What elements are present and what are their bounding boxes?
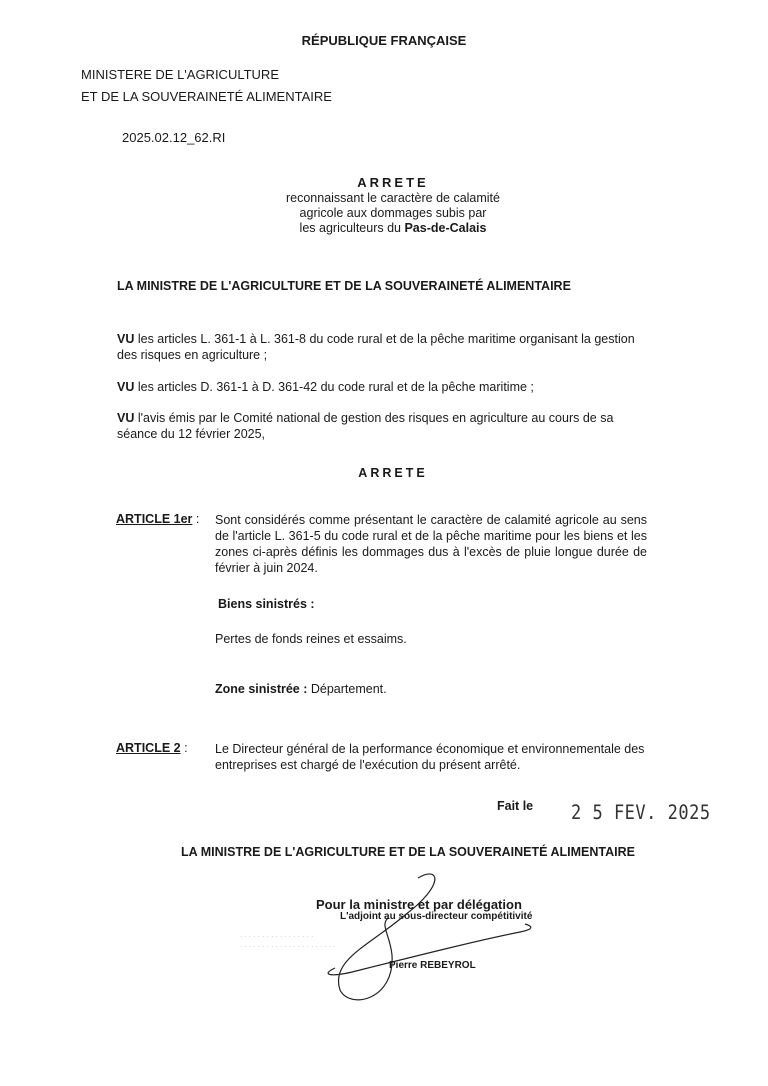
article-1-label-text: ARTICLE 1er bbox=[116, 512, 193, 526]
signatory-name: Pierre REBEYROL bbox=[389, 960, 476, 971]
subtitle-line-2: agricole aux dommages subis par bbox=[299, 206, 487, 220]
zone-label: Zone sinistrée : bbox=[215, 682, 308, 696]
republic-header: RÉPUBLIQUE FRANÇAISE bbox=[301, 33, 467, 48]
visa-3 bbox=[117, 410, 647, 442]
article-2-label bbox=[116, 741, 188, 755]
zone-line bbox=[215, 682, 387, 696]
signatory-minister: LA MINISTRE DE L'AGRICULTURE ET DE LA SOUVERAINETÉ ALIMENTAIRE bbox=[181, 845, 635, 859]
minister-heading: LA MINISTRE DE L'AGRICULTURE ET DE LA SOUVERAINETÉ ALIMENTAIRE bbox=[117, 279, 571, 293]
article-2-label-text: ARTICLE 2 bbox=[116, 741, 181, 755]
article-1-sep: : bbox=[192, 512, 200, 526]
visa-2 bbox=[117, 379, 647, 395]
visa-prefix: VU bbox=[117, 380, 135, 394]
signatory-role: L'adjoint au sous-directeur compétitivité bbox=[340, 911, 533, 922]
visa-prefix: VU bbox=[117, 332, 135, 346]
decree-heading: ARRETE bbox=[358, 466, 428, 480]
article-1-text: Sont considérés comme présentant le caractère de calamité agricole au sens de l'article L. 361-5 du code rural et de la pêche maritime pour les biens et les zones ci-après définis les dommages dus à l'excès de pluie longue durée de février à juin 2024. bbox=[215, 513, 647, 575]
article-2-text: Le Directeur général de la performance économique et environnementale des entreprises est chargé de l'exécution du présent arrêté. bbox=[215, 742, 645, 772]
visa-text: l'avis émis par le Comité national de gestion des risques en agriculture au cours de sa séance du 12 février 2025, bbox=[117, 411, 614, 441]
ministry-block bbox=[81, 64, 332, 108]
faded-stamp: ​. . . . . . . . . . . . . . . . . . . . . . . . . . . . . . . . . . . . . . . bbox=[240, 930, 336, 949]
reference-number: 2025.02.12_62.RI bbox=[122, 130, 226, 145]
subtitle-line-3 bbox=[18, 221, 768, 236]
fait-le-label: Fait le bbox=[497, 799, 534, 813]
visa-prefix: VU bbox=[117, 411, 135, 425]
ministry-line-1: MINISTERE DE L'AGRICULTURE bbox=[81, 67, 279, 82]
delegation-line: Pour la ministre et par délégation bbox=[316, 897, 522, 912]
biens-text: Pertes de fonds reines et essaims. bbox=[215, 632, 407, 646]
subtitle-line-3-text: les agriculteurs du bbox=[299, 221, 405, 235]
decree-subtitle bbox=[0, 191, 768, 236]
date-stamp: 2 5 FEV. 2025 bbox=[571, 801, 711, 825]
article-2-sep: : bbox=[180, 741, 188, 755]
visa-1 bbox=[117, 331, 647, 363]
decree-title: ARRETE bbox=[357, 175, 429, 190]
visa-text: les articles L. 361-1 à L. 361-8 du code rural et de la pêche maritime organisant la gestion des risques en agriculture ; bbox=[117, 332, 635, 362]
article-1-label bbox=[116, 512, 199, 526]
subtitle-line-1: reconnaissant le caractère de calamité bbox=[285, 191, 500, 205]
zone-value: Département. bbox=[307, 682, 387, 696]
ministry-line-2: ET DE LA SOUVERAINETÉ ALIMENTAIRE bbox=[81, 89, 332, 104]
department-name: Pas-de-Calais bbox=[404, 221, 487, 235]
visa-text: les articles D. 361-1 à D. 361-42 du code rural et de la pêche maritime ; bbox=[134, 380, 534, 394]
biens-heading: Biens sinistrés : bbox=[218, 597, 315, 611]
